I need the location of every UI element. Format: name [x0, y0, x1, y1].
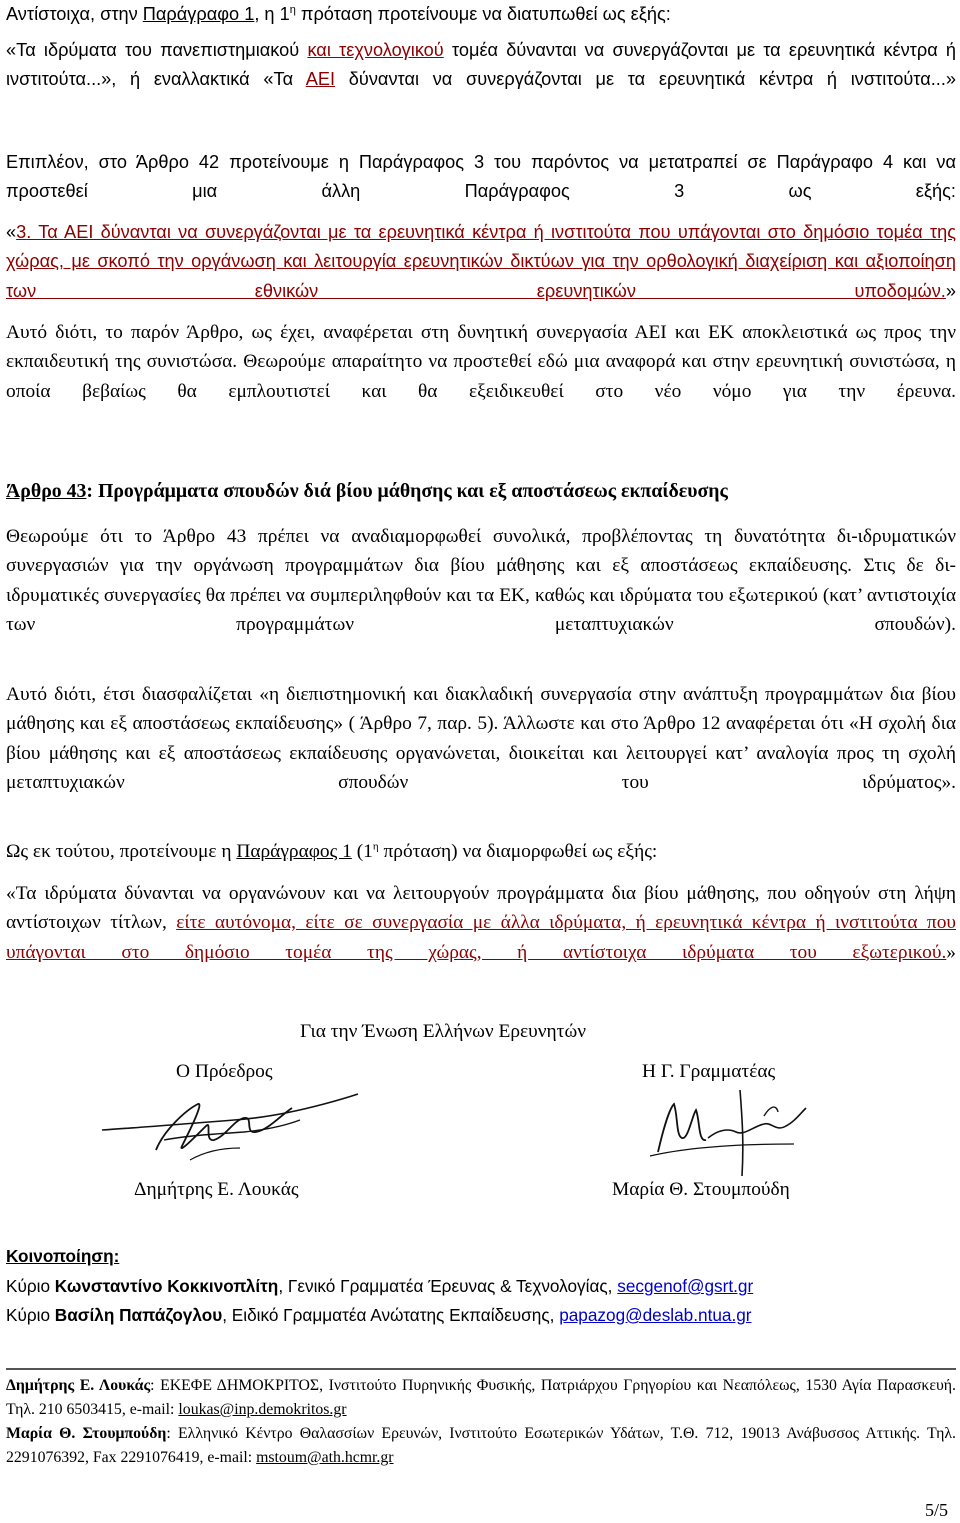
text: «: [6, 222, 17, 242]
paragraph-reference: Παράγραφο 1: [142, 4, 255, 24]
inserted-text: 3. Τα ΑΕΙ δύνανται να συνεργάζονται με τα ερευνητικά κέντρα ή ινστιτούτα που υπάγονται στο δημόσιο τομέα της χώρας, με σκοπό την οργάνωση και λειτουργία ερευνητικών δικτύων για την ορθολογική διαχείριση και αξιοποίηση των εθνικών ερευνητικών υποδομών.: [6, 222, 956, 301]
text: πρόταση προτείνουμε να διατυπωθεί ως εξής:: [295, 4, 671, 24]
article-43-heading: [6, 477, 956, 506]
text: «Τα ιδρύματα δύνανται να οργανώνουν και να λειτουργούν προγράμματα δια βίου μάθησης, που οδηγούν στη λήψη αντίστοιχων τίτλων,: [6, 883, 956, 934]
email-link[interactable]: loukas@inp.demokritos.gr: [178, 1401, 347, 1418]
cc-title: Κοινοποίηση:: [6, 1246, 120, 1266]
recipient-name: Κωνσταντίνο Κοκκινοπλίτη: [54, 1276, 279, 1296]
inserted-text: ΑΕΙ: [305, 69, 336, 90]
text: Κύριο: [6, 1305, 55, 1325]
paragraph-article-42: Επιπλέον, στο Άρθρο 42 προτείνουμε η Παράγραφος 3 του παρόντος να μετατραπεί σε Παράγραφο 4 και να προστεθεί μια άλλη Παράγραφος 3 ως εξής:: [6, 152, 956, 202]
signoff-president-title: Ο Πρόεδρος: [176, 1061, 273, 1082]
inserted-text: είτε αυτόνομα, είτε σε συνεργασία με άλλα ιδρύματα, ή ερευνητικά κέντρα ή ινστιτούτα που υπάγονται στο δημόσιο τομέα της χώρας, ή αντίστοιχα ιδρύματα του εξωτερικού.: [6, 912, 956, 963]
contact-details: : ΕΚΕΦΕ ΔΗΜΟΚΡΙΤΟΣ, Ινστιτούτο Πυρηνικής Φυσικής, Πατριάρχου Γρηγορίου και Νεαπόλεως, 1530 Αγία Παρασκευή. Τηλ. 210 6503415, e-mail:: [6, 1377, 956, 1418]
contact-details: : Ελληνικό Κέντρο Θαλασσίων Ερευνών, Ινστιτούτο Εσωτερικών Υδάτων, Τ.Θ. 712, 19013 Ανάβυσσος Αττικής. Τηλ. 2291076392, Fax 2291076419, e-mail:: [6, 1425, 956, 1466]
page-number: 5/5: [924, 1500, 948, 1520]
inserted-text: και τεχνολογικού: [307, 40, 444, 60]
signoff-secretary-title: Η Γ. Γραμματέας: [642, 1061, 776, 1082]
signoff-secretary-name: Μαρία Θ. Στουμπούδη: [612, 1179, 790, 1200]
text: πρόταση) να διαμορφωθεί ως εξής:: [378, 841, 658, 862]
email-link[interactable]: secgenof@gsrt.gr: [617, 1276, 754, 1296]
footer-contact-1: [6, 1374, 956, 1422]
cc-line-2: [6, 1305, 752, 1326]
email-link[interactable]: mstoum@ath.hcmr.gr: [256, 1449, 394, 1466]
text: , η 1: [254, 4, 290, 24]
text: Κύριο: [6, 1276, 55, 1296]
text: δύνανται να συνεργάζονται με τα ερευνητικά κέντρα ή ινστιτούτα...»: [335, 69, 956, 90]
quote-proposal-2: [6, 218, 956, 306]
text: (1: [351, 841, 373, 862]
secretary-signature-image: [644, 1086, 824, 1178]
signoff-organization: Για την Ένωση Ελλήνων Ερευνητών: [300, 1021, 586, 1042]
email-link[interactable]: papazog@deslab.ntua.gr: [559, 1305, 752, 1325]
text: , Ειδικό Γραμματέα Ανώτατης Εκπαίδευσης,: [222, 1305, 560, 1325]
president-signature-image: [94, 1090, 364, 1168]
paragraph-article-43: Θεωρούμε ότι το Άρθρο 43 πρέπει να αναδιαμορφωθεί συνολικά, προβλέποντας τη δυνατότητα δι-ιδρυματικών συνεργασιών για την οργάνωση προγραμμάτων δια βίου μάθησης και εξ αποστάσεως εκπαίδευσης. Στις δε δι-ιδρυματικές συνεργασίες θα πρέπει να συμπεριληφθούν και τα ΕΚ, καθώς και ιδρύματα του εξωτερικού (κατ’ αντιστοιχία των προγραμμάτων μεταπτυχιακών σπουδών).: [6, 526, 956, 635]
paragraph-intro-1: [6, 0, 956, 29]
text: τομέα δύνανται να συνεργάζονται με τα ερευνητικά κέντρα ή ινστιτούτα...», ή εναλλακτικά «Τα: [6, 40, 957, 90]
text: Ως εκ τούτου, προτείνουμε η: [6, 841, 237, 862]
quote-proposal-3: [6, 879, 956, 967]
signoff-president-name: Δημήτρης Ε. Λουκάς: [134, 1179, 299, 1200]
footer-contact-2: [6, 1422, 956, 1470]
contact-name: Δημήτρης Ε. Λουκάς: [6, 1377, 151, 1394]
text: Αντίστοιχα, στην: [6, 4, 143, 24]
paragraph-reasoning-2: Αυτό διότι, έτσι διασφαλίζεται «η διεπιστημονική και διακλαδική συνεργασία στην ανάπτυξη προγραμμάτων δια βίου μάθησης και εξ αποστάσεως εκπαίδευσης» ( Άρθρο 7, παρ. 5). Άλλωστε και στο Άρθρο 12 αναφέρεται ότι «Η σχολή δια βίου μάθησης και εξ αποστάσεως εκπαίδευσης οργανώνεται, διοικείται και λειτουργεί κατ’ αναλογία προς τη σχολή μεταπτυχιακών σπουδών του ιδρύματος».: [6, 684, 956, 793]
cc-line-1: [6, 1276, 753, 1297]
quote-proposal-1: [6, 36, 956, 95]
footer-divider: [6, 1368, 956, 1370]
article-label: Άρθρο 43: [6, 480, 87, 502]
heading-text: : Προγράμματα σπουδών διά βίου μάθησης και εξ αποστάσεως εκπαίδευσης: [86, 480, 728, 502]
text: «Τα ιδρύματα του πανεπιστημιακού: [6, 40, 308, 60]
contact-name: Μαρία Θ. Στουμπούδη: [6, 1425, 167, 1442]
recipient-name: Βασίλη Παπάζογλου: [54, 1305, 223, 1325]
paragraph-reference: Παράγραφος 1: [236, 841, 352, 862]
text: , Γενικό Γραμματέα Έρευνας & Τεχνολογίας,: [278, 1276, 618, 1296]
paragraph-proposal-intro: [6, 837, 956, 866]
text: »: [946, 941, 956, 963]
superscript: η: [289, 3, 296, 16]
paragraph-reasoning-1: Αυτό διότι, το παρόν Άρθρο, ως έχει, αναφέρεται στη δυνητική συνεργασία ΑΕΙ και ΕΚ αποκλειστικά ως προς την εκπαιδευτική της συνιστώσα. Θεωρούμε απαραίτητο να προστεθεί εδώ μια αναφορά και στην ερευνητική συνιστώσα, η οποία βεβαίως θα εμπλουτιστεί και θα εξειδικευθεί στο νέο νόμο για την έρευνα.: [6, 322, 956, 402]
text: »: [945, 280, 956, 301]
superscript: η: [372, 840, 379, 853]
